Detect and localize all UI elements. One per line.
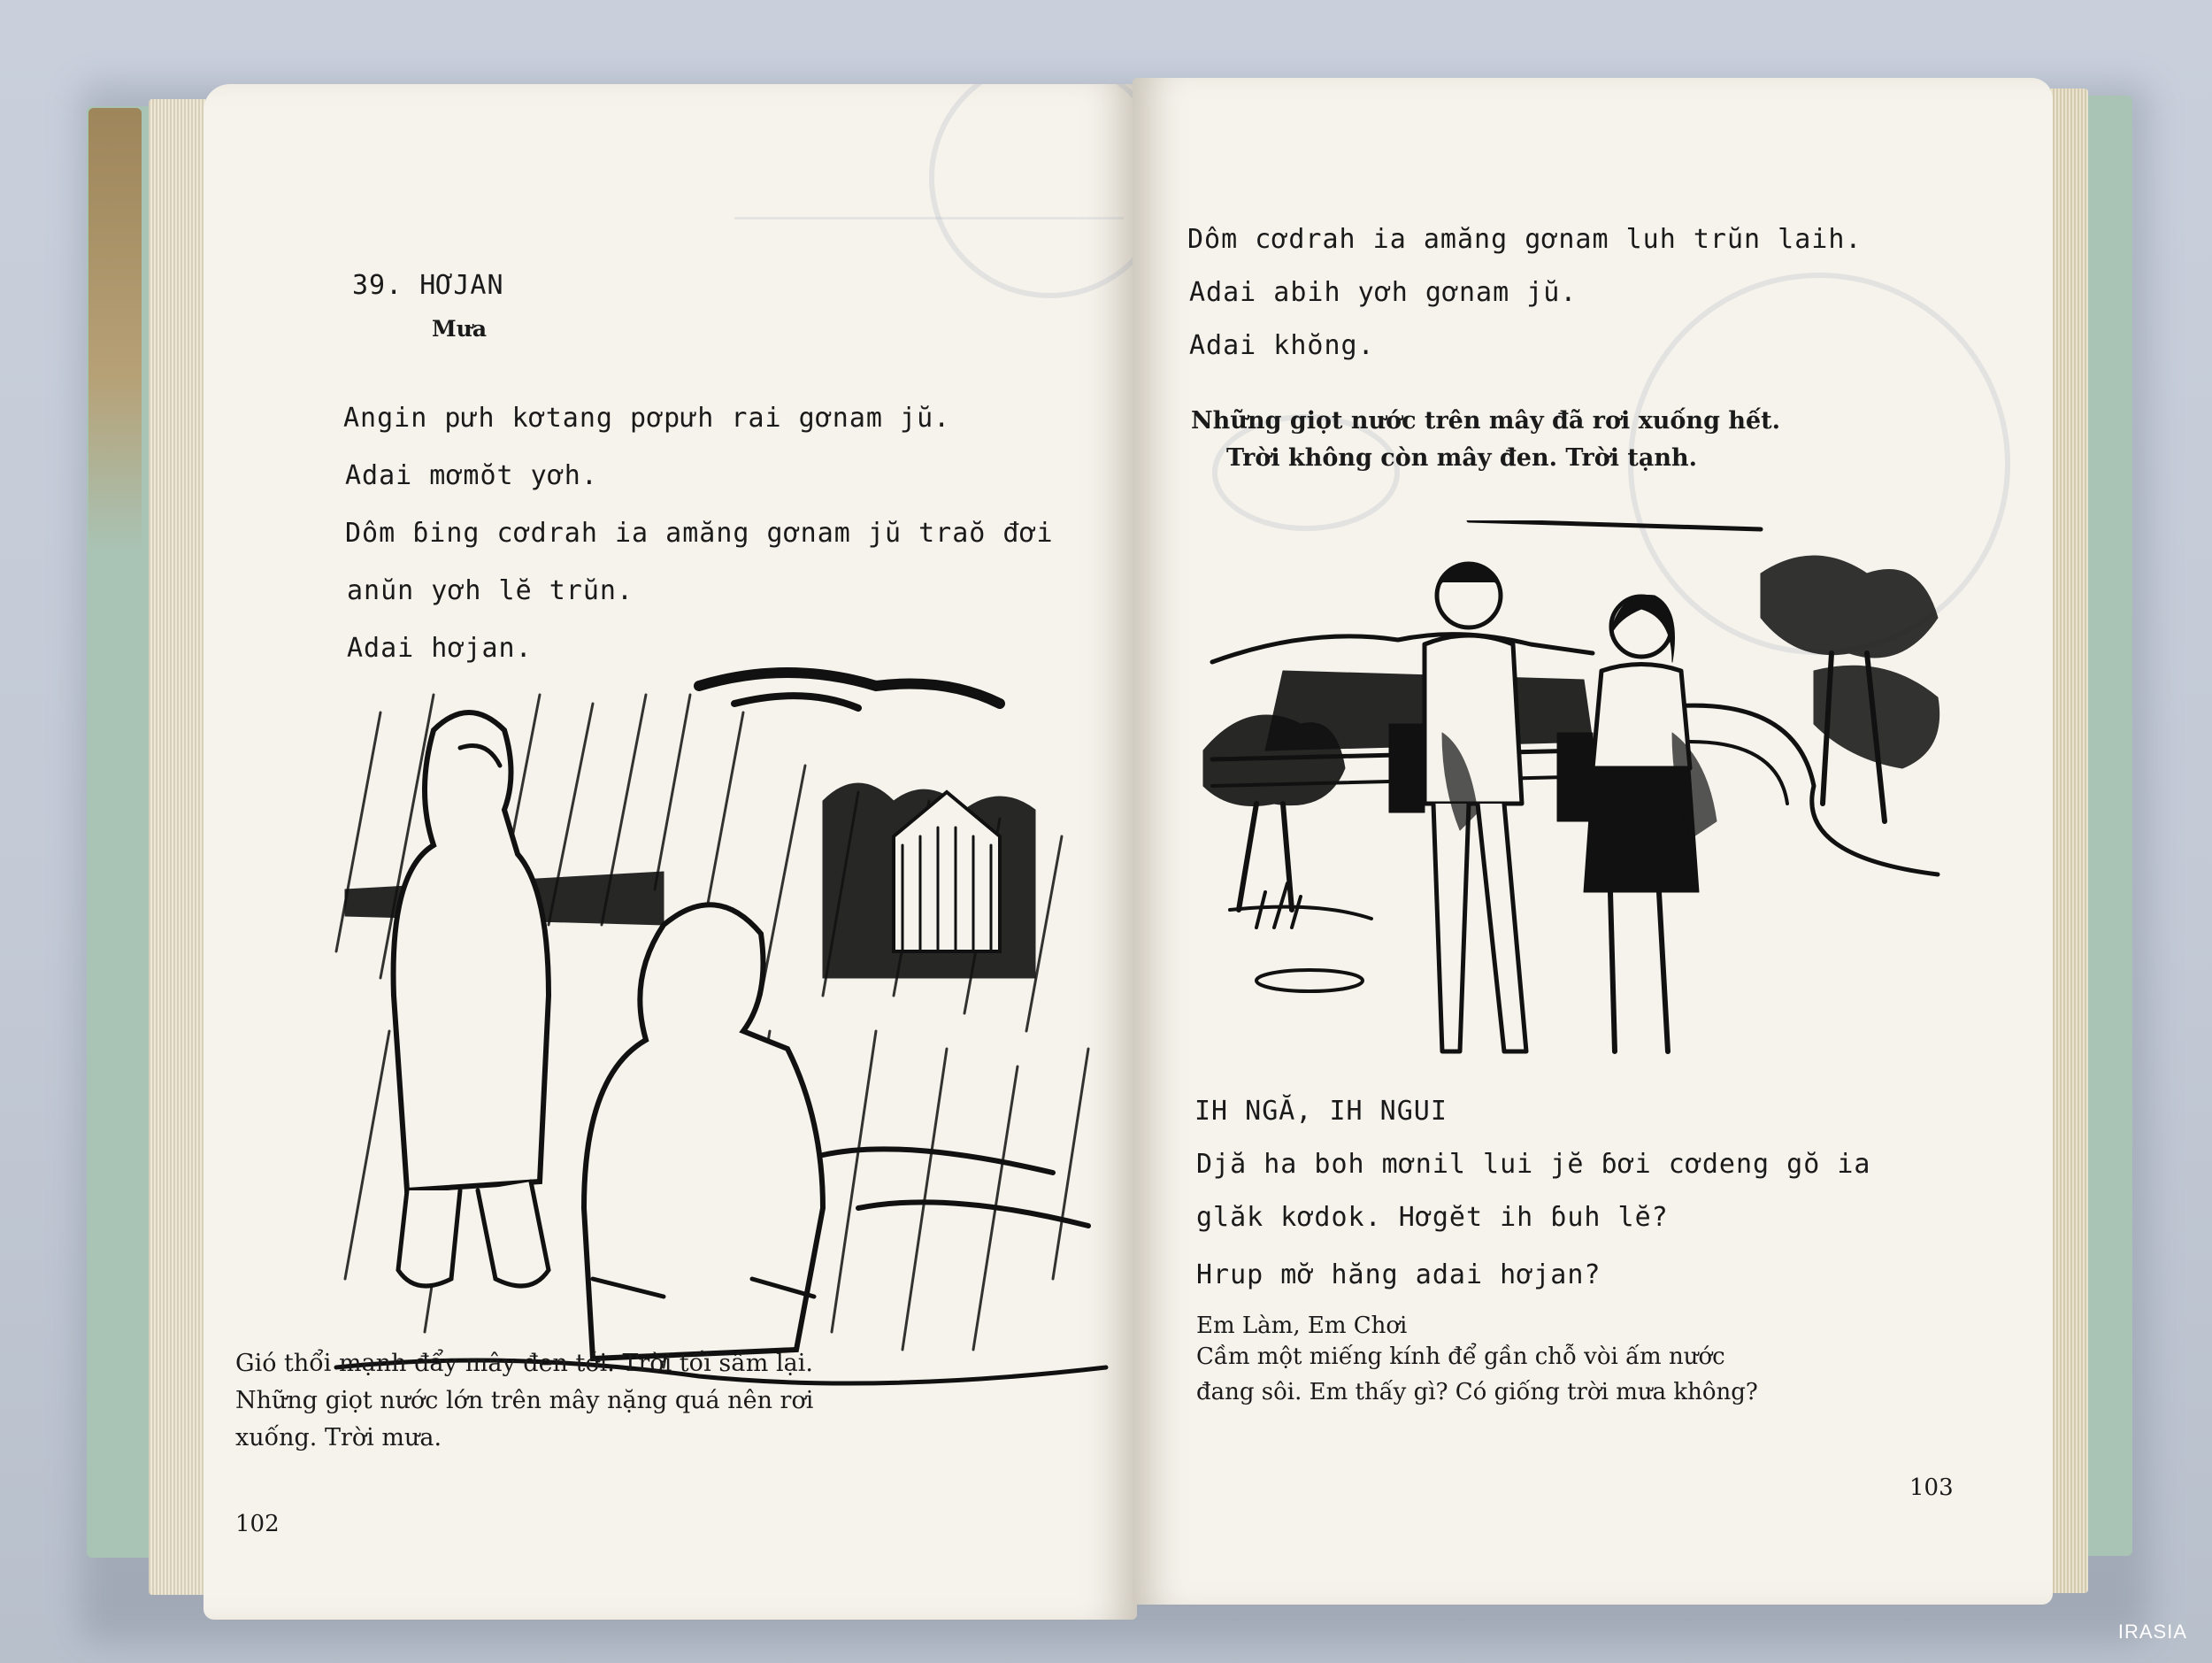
page-number-right: 103 xyxy=(1909,1474,1954,1501)
body-line-4: anŭn yơh lĕ trŭn. xyxy=(347,575,634,606)
body-line-1: Angin pưh kơtang pơpưh rai gơnam jŭ. xyxy=(343,403,951,434)
lesson-subtitle: Mưa xyxy=(432,316,488,342)
top-caption-line-1: Những giọt nước trên mây đã rơi xuống hết. xyxy=(1191,407,1781,435)
caption-line-2: Những giọt nước lớn trên mây nặng quá nên rơi xyxy=(235,1387,814,1414)
show-through-shape xyxy=(929,84,1137,298)
body-line-2: Adai mơmŏt yơh. xyxy=(345,460,598,491)
section-heading: IH NGĂ, IH NGUI xyxy=(1194,1096,1448,1127)
cover-stain xyxy=(88,108,142,550)
section-caption-title: Em Làm, Em Chơi xyxy=(1196,1313,1408,1339)
top-line-1: Dôm cơdrah ia amăng gơnam luh trŭn laih. xyxy=(1187,224,1863,255)
caption-line-3: xuống. Trời mưa. xyxy=(235,1424,442,1451)
page-number-left: 102 xyxy=(235,1511,280,1537)
top-caption-line-2: Trời không còn mây đen. Trời tạnh. xyxy=(1226,444,1698,472)
section-line-1: Djă ha boh mơnil lui jĕ ɓơi cơdeng gŏ ia xyxy=(1196,1149,1871,1180)
left-page xyxy=(204,84,1137,1620)
top-line-3: Adai khŏng. xyxy=(1189,330,1375,361)
top-line-2: Adai abih yơh gơnam jŭ. xyxy=(1189,277,1578,308)
section-caption-line-2: đang sôi. Em thấy gì? Có giống trời mưa không? xyxy=(1196,1379,1758,1405)
section-line-3: Hrup mơ̆ hăng adai hơjan? xyxy=(1196,1259,1601,1290)
watermark: IRASIA xyxy=(2117,1621,2187,1643)
section-caption-line-1: Cầm một miếng kính để gần chỗ vòi ấm nước xyxy=(1196,1343,1725,1370)
section-line-2: glăk kơdok. Hơgĕt ih ɓuh lĕ? xyxy=(1196,1202,1669,1233)
rain-illustration xyxy=(327,659,1124,1412)
show-through-line xyxy=(734,217,1124,255)
caption-line-1: Gió thổi mạnh đẩy mây đen tới. Trời tối sầm lại. xyxy=(235,1350,813,1377)
body-line-5: Adai hơjan. xyxy=(347,633,533,664)
lesson-heading: 39. HƠJAN xyxy=(352,270,504,301)
right-page xyxy=(1133,78,2053,1605)
children-walking-illustration xyxy=(1177,520,1973,1087)
body-line-3: Dôm ɓing cơdrah ia amăng gơnam jŭ traŏ đơi xyxy=(345,518,1054,549)
